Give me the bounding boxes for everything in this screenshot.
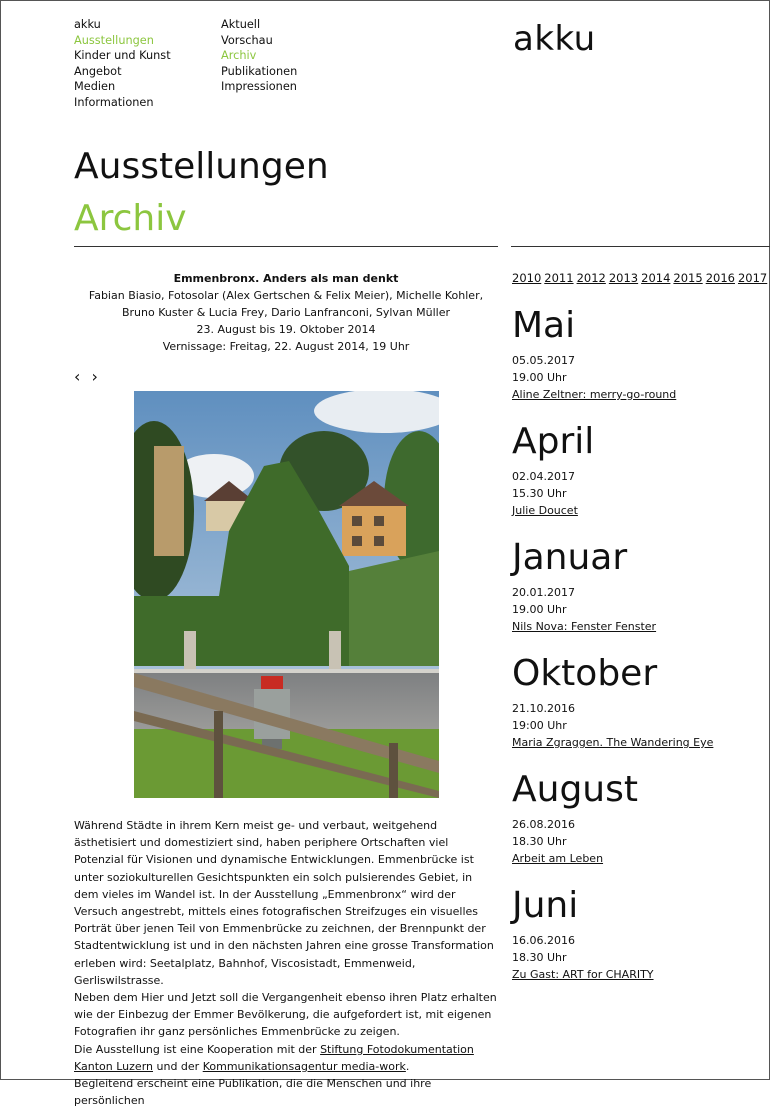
exhibition-title: Emmenbronx. Anders als man denkt <box>173 272 399 285</box>
event-link[interactable]: Zu Gast: ART for CHARITY <box>512 968 654 981</box>
exhibition-vernissage: Vernissage: Freitag, 22. August 2014, 19 Uhr <box>162 340 410 353</box>
paragraph: Neben dem Hier und Jetzt soll die Vergangenheit ebenso ihren Platz erhalten wie der Einbezug der Emmer Bevölkerung, die aufgefordert ist, mit eigenen Fotografien ihr ganz persönliches Emmenbrücke zu zeigen. <box>74 991 497 1039</box>
event-link[interactable]: Arbeit am Leben <box>512 852 604 865</box>
month-heading: April <box>512 421 595 462</box>
text: . <box>405 1059 410 1073</box>
event-time: 19.00 Uhr <box>512 371 567 384</box>
divider <box>511 246 770 247</box>
page-title: Ausstellungen <box>74 146 329 187</box>
month-heading: Januar <box>512 537 628 578</box>
subnav-item-impressionen[interactable]: Impressionen <box>221 80 297 93</box>
year-link-2011[interactable]: 2011 <box>544 271 574 285</box>
event-time: 19.00 Uhr <box>512 603 567 616</box>
exhibition-description <box>74 817 498 1109</box>
slider-controls <box>74 367 104 386</box>
month-heading: August <box>512 769 638 810</box>
year-filter <box>512 271 770 285</box>
event-link[interactable]: Aline Zeltner: merry-go-round <box>512 388 677 401</box>
chevron-right-icon[interactable]: › <box>91 367 98 386</box>
year-link-2012[interactable]: 2012 <box>576 271 606 285</box>
event-group <box>512 538 656 635</box>
link-media-work[interactable]: Kommunikationsagentur media-work <box>202 1059 406 1073</box>
sub-nav <box>221 17 297 95</box>
event-link[interactable]: Julie Doucet <box>512 504 578 517</box>
event-link[interactable]: Maria Zgraggen. The Wandering Eye <box>512 736 714 749</box>
event-time: 18.30 Uhr <box>512 835 567 848</box>
year-link-2017[interactable]: 2017 <box>737 271 768 285</box>
page-subtitle: Archiv <box>74 198 187 239</box>
exhibition-artists: Fabian Biasio, Fotosolar (Alex Gertschen & Felix Meier), Michelle Kohler, <box>88 289 484 302</box>
link-stiftung-fotodokumentation[interactable]: Stiftung Fotodokumentation Kanton Luzern <box>74 1042 474 1073</box>
nav-item-angebot[interactable]: Angebot <box>74 64 122 78</box>
exhibition-dates: 23. August bis 19. Oktober 2014 <box>196 323 376 336</box>
exhibition-photo <box>134 391 439 798</box>
event-date: 16.06.2016 <box>512 934 575 947</box>
event-date: 26.08.2016 <box>512 818 575 831</box>
event-group <box>512 422 594 519</box>
year-link-2015[interactable]: 2015 <box>673 271 703 285</box>
text: Die Ausstellung ist eine Kooperation mit der <box>74 1042 321 1056</box>
divider <box>74 246 498 247</box>
subnav-item-archiv[interactable]: Archiv <box>221 49 257 62</box>
event-date: 21.10.2016 <box>512 702 575 715</box>
nav-item-akku[interactable]: akku <box>74 18 101 31</box>
event-group <box>512 886 654 983</box>
event-date: 20.01.2017 <box>512 586 575 599</box>
year-link-2013[interactable]: 2013 <box>608 271 639 285</box>
chevron-left-icon[interactable]: ‹ <box>74 367 81 386</box>
nav-item-ausstellungen[interactable]: Ausstellungen <box>74 33 154 47</box>
year-link-2010[interactable]: 2010 <box>512 271 542 285</box>
exhibition-artists: Bruno Kuster & Lucia Frey, Dario Lanfranconi, Sylvan Müller <box>121 306 450 319</box>
paragraph: Begleitend erscheint eine Publikation, die die Menschen und ihre persönlichen <box>74 1077 432 1108</box>
event-group <box>512 654 713 751</box>
nav-item-kinder-und-kunst[interactable]: Kinder und Kunst <box>74 49 171 62</box>
event-time: 15.30 Uhr <box>512 487 567 500</box>
nav-item-medien[interactable]: Medien <box>74 80 116 93</box>
subnav-item-aktuell[interactable]: Aktuell <box>221 18 261 31</box>
month-heading: Mai <box>512 305 576 346</box>
text: und der <box>153 1059 203 1073</box>
year-link-2014[interactable]: 2014 <box>641 271 671 285</box>
main-nav <box>74 17 171 110</box>
event-date: 05.05.2017 <box>512 354 575 367</box>
subnav-item-vorschau[interactable]: Vorschau <box>221 33 273 47</box>
month-heading: Juni <box>512 885 579 926</box>
paragraph: Während Städte in ihrem Kern meist ge- und verbaut, weitgehend ästhetisiert und domestiziert sind, haben periphere Ortschaften viel Potenzial für Visionen und dynamische Entwicklungen. Emmenbrücke ist unter soziokulturellen Gesichtspunkten ein solch pulsierendes Gebiet, in dem vieles im Wandel ist. In der Ausstellung „Emmenbronx“ wird der Versuch angestrebt, mittels eines fotografischen Streifzuges ein visuelles Porträt über jenen Teil von Emmenbrücke zu zeichnen, der Brennpunkt der Stadtentwicklung ist und in den nächsten Jahren eine grosse Transformation erleben wird: Seetalplatz, Bahnhof, Viscosistadt, Emmenweid, Gerliswilstrasse. <box>74 819 494 987</box>
event-time: 18.30 Uhr <box>512 951 567 964</box>
paragraph <box>74 1041 498 1075</box>
event-time: 19:00 Uhr <box>512 719 567 732</box>
subnav-item-publikationen[interactable]: Publikationen <box>221 64 298 78</box>
event-group <box>512 770 638 867</box>
event-date: 02.04.2017 <box>512 470 575 483</box>
event-link[interactable]: Nils Nova: Fenster Fenster <box>512 620 657 633</box>
event-group <box>512 306 676 403</box>
month-heading: Oktober <box>512 653 658 694</box>
exhibition-info <box>74 270 498 355</box>
logo[interactable]: akku <box>513 19 596 59</box>
year-link-2016[interactable]: 2016 <box>705 271 735 285</box>
page-heading <box>74 141 329 245</box>
nav-item-informationen[interactable]: Informationen <box>74 95 154 109</box>
